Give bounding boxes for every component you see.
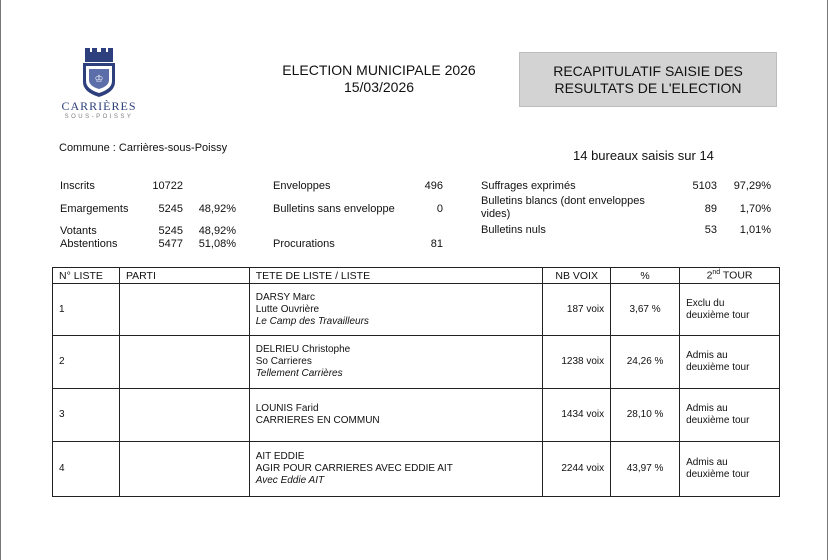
- blancs-value: 89: [704, 203, 717, 215]
- row-tete: DARSY Marc: [255, 291, 316, 303]
- row-tour: [680, 389, 780, 442]
- header-tete: TETE DE LISTE / LISTE: [249, 268, 542, 284]
- header-tour-sup: nd: [712, 269, 721, 277]
- row-liste: AGIR POUR CARRIERES AVEC EDDIE AIT: [255, 463, 453, 474]
- header-second-tour: [680, 268, 780, 284]
- title-line-1: ELECTION MUNICIPALE 2026: [282, 62, 476, 78]
- table-row: [53, 336, 780, 389]
- row-nom-liste: Avec Eddie AIT: [255, 475, 325, 486]
- row-pct: 24,26 %: [611, 336, 680, 389]
- sans-enveloppe-label: Bulletins sans enveloppe: [273, 203, 395, 215]
- town-logo: [61, 48, 137, 134]
- abstentions-label: Abstentions: [60, 238, 118, 250]
- row-tour-line-2: deuxième tour: [686, 469, 750, 480]
- nuls-value: 53: [704, 224, 717, 236]
- header-tour-num: 2: [706, 269, 713, 282]
- row-parti: [119, 442, 249, 497]
- row-no: 2: [53, 336, 120, 389]
- row-liste: Lutte Ouvrière: [255, 303, 320, 315]
- procurations-label: Procurations: [273, 238, 335, 250]
- row-voix: 187 voix: [543, 284, 611, 336]
- header-parti: PARTI: [119, 268, 249, 284]
- row-tete: LOUNIS Farid: [255, 403, 319, 414]
- inscrits-label: Inscrits: [60, 180, 95, 192]
- row-parti: [119, 284, 249, 336]
- row-tour: [680, 442, 780, 497]
- bureaux-count: 14 bureaux saisis sur 14: [573, 148, 714, 163]
- row-tour-line-1: Admis au: [686, 457, 728, 468]
- enveloppes-label: Enveloppes: [273, 180, 331, 192]
- header-no-liste: N° LISTE: [53, 268, 120, 284]
- abstentions-pct: 51,08%: [198, 238, 236, 250]
- logo-subtitle: SOUS-POISSY: [64, 114, 134, 120]
- row-nom-liste: Le Camp des Travailleurs: [255, 315, 369, 327]
- table-header-row: [53, 268, 780, 284]
- nuls-label: Bulletins nuls: [481, 224, 546, 236]
- row-voix: 1238 voix: [543, 336, 611, 389]
- votants-label: Votants: [60, 225, 97, 237]
- results-table: [52, 267, 780, 497]
- row-voix: 1434 voix: [543, 389, 611, 442]
- exprimes-label: Suffrages exprimés: [481, 180, 576, 192]
- svg-text:♔: ♔: [94, 74, 104, 85]
- row-voix: 2244 voix: [543, 442, 611, 497]
- nuls-pct: 1,01%: [739, 224, 771, 236]
- title-date: 15/03/2026: [343, 79, 415, 95]
- row-no: 3: [53, 389, 120, 442]
- row-pct: 3,67 %: [611, 284, 680, 336]
- election-title: [249, 62, 509, 96]
- row-liste: So Carrieres: [255, 356, 312, 367]
- sans-enveloppe-value: 0: [436, 203, 443, 215]
- inscrits-value: 10722: [152, 180, 183, 192]
- recap-line-1: RECAPITULATIF SAISIE DES: [553, 63, 743, 79]
- table-row: [53, 442, 780, 497]
- table-row: [53, 389, 780, 442]
- logo-name: CARRIÈRES: [61, 99, 137, 113]
- row-nom-liste: Tellement Carrières: [255, 368, 343, 379]
- emargements-label: Emargements: [60, 203, 129, 215]
- blancs-label-line-1: Bulletins blancs (dont enveloppes: [481, 195, 645, 207]
- row-tete: AIT EDDIE: [255, 451, 305, 462]
- exprimes-value: 5103: [692, 180, 717, 192]
- row-pct: 43,97 %: [611, 442, 680, 497]
- exprimes-pct: 97,29%: [733, 180, 771, 192]
- votants-pct: 48,92%: [198, 225, 236, 237]
- coat-of-arms-icon: [81, 48, 117, 98]
- enveloppes-value: 496: [424, 180, 443, 192]
- header-tour-rest: TOUR: [720, 269, 753, 282]
- recap-line-2: RESULTATS DE L'ELECTION: [554, 80, 742, 96]
- row-tour-line-2: deuxième tour: [686, 415, 750, 426]
- row-tour: [680, 284, 780, 336]
- row-parti: [119, 336, 249, 389]
- row-tete: DELRIEU Christophe: [255, 344, 351, 355]
- row-liste: CARRIERES EN COMMUN: [255, 415, 380, 426]
- row-parti: [119, 389, 249, 442]
- votants-value: 5245: [158, 225, 183, 237]
- procurations-value: 81: [430, 238, 443, 250]
- row-tour: [680, 336, 780, 389]
- row-tete-cell: [249, 284, 542, 336]
- abstentions-value: 5477: [158, 238, 183, 250]
- header-nb-voix: NB VOIX: [543, 268, 611, 284]
- row-tour-line-2: deuxième tour: [686, 309, 750, 321]
- row-tete-cell: [249, 389, 542, 442]
- row-no: 1: [53, 284, 120, 336]
- row-tour-line-1: Exclu du: [686, 297, 725, 309]
- row-no: 4: [53, 442, 120, 497]
- header-pct: %: [611, 268, 680, 284]
- blancs-label-line-2: vides): [481, 208, 511, 220]
- row-tete-cell: [249, 336, 542, 389]
- commune-label: Commune : Carrières-sous-Poissy: [59, 142, 228, 154]
- row-pct: 28,10 %: [611, 389, 680, 442]
- row-tour-line-1: Admis au: [686, 403, 728, 414]
- blancs-pct: 1,70%: [739, 203, 771, 215]
- row-tour-line-2: deuxième tour: [686, 362, 750, 373]
- emargements-pct: 48,92%: [198, 203, 236, 215]
- row-tete-cell: [249, 442, 542, 497]
- table-row: [53, 284, 780, 336]
- row-tour-line-1: Admis au: [686, 350, 728, 361]
- emargements-value: 5245: [158, 203, 183, 215]
- recap-box: [519, 52, 777, 107]
